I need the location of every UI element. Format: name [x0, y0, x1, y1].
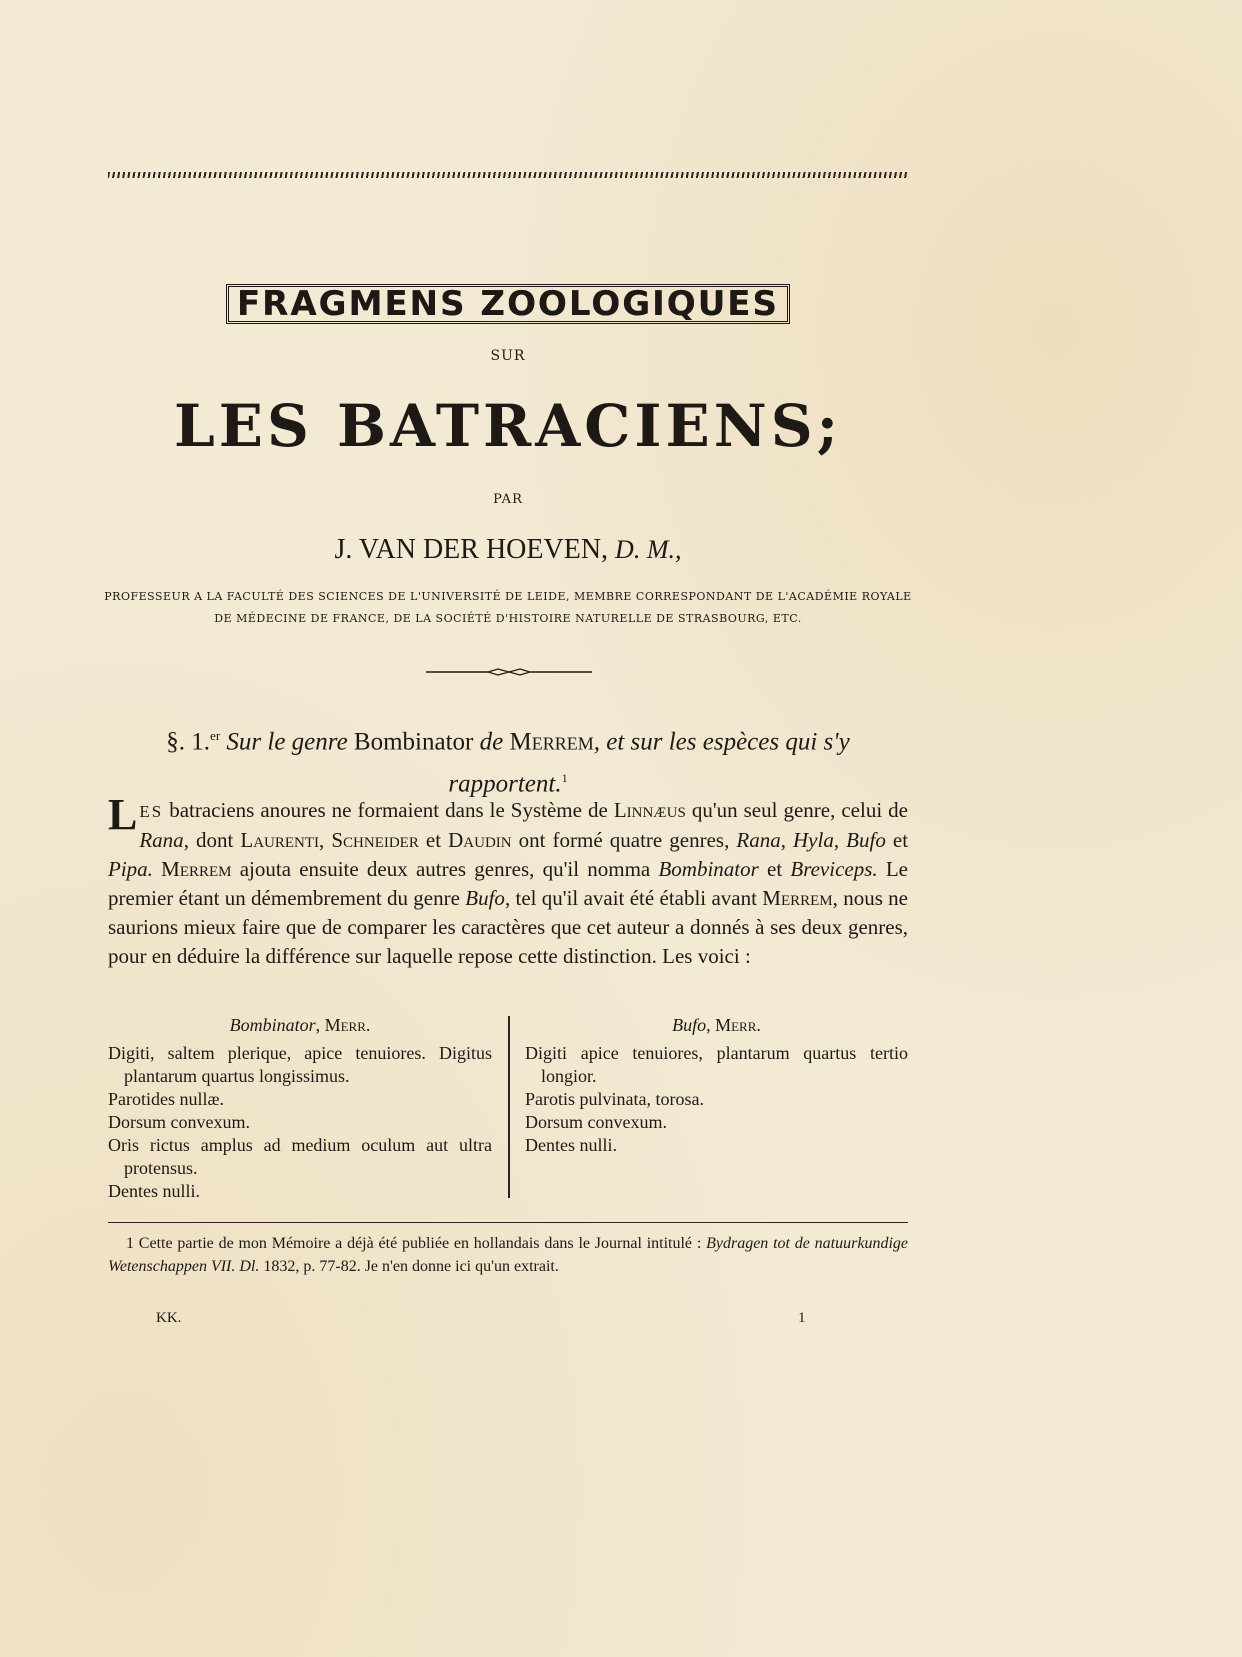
intro-text: batraciens anoures ne formaient dans le Système de: [163, 798, 614, 822]
genus-breviceps: Breviceps.: [790, 857, 878, 881]
name-merrem: Merrem: [762, 886, 833, 910]
name-merrem: Merrem: [161, 857, 232, 881]
name-daudin: Daudin: [448, 828, 512, 852]
drop-cap: L: [108, 790, 138, 839]
intro-text: qu'un seul genre, celui de: [685, 798, 908, 822]
sur-label: SUR: [490, 348, 526, 364]
footnote-rule: [108, 1222, 908, 1223]
intro-text: et: [418, 828, 449, 852]
divider-ornament-icon: [426, 668, 592, 676]
intro-text: ,: [833, 828, 847, 852]
genus-hyla: Hyla: [793, 828, 834, 852]
footnote: [108, 1232, 908, 1278]
comparison-left-column: [108, 1014, 492, 1203]
intro-first-word: ES: [139, 802, 164, 821]
credentials-line-1: PROFESSEUR A LA FACULTÉ DES SCIENCES DE L'UNIVERSITÉ DE LEIDE, MEMBRE CORRESPONDANT DE L'ACADÉMIE ROYALE: [104, 590, 912, 603]
footnote-text: 1832, p. 77-82. Je n'en donne ici qu'un extrait.: [259, 1258, 559, 1275]
intro-paragraph: [108, 790, 909, 971]
overline-title-text: FRAGMENS ZOOLOGIQUES: [226, 284, 790, 324]
section-footnote-ref: 1: [561, 771, 568, 786]
left-author: , Merr.: [315, 1015, 371, 1035]
name-schneider: Schneider: [331, 828, 419, 852]
genus-pipa: Pipa.: [108, 857, 153, 881]
right-line: Dorsum convexum.: [525, 1112, 667, 1132]
intro-text: ,: [780, 828, 794, 852]
section-number: §. 1.: [166, 728, 211, 756]
intro-text: Le premier étant un démembrement du genre: [108, 857, 908, 910]
footnote-text: Cette partie de mon Mémoire a déjà été publiée en hollandais dans le Journal intitulé :: [134, 1235, 707, 1252]
section-heading: [108, 718, 908, 803]
author-credentials: [102, 586, 914, 630]
credentials-line-2: DE MÉDECINE DE FRANCE, DE LA SOCIÉTÉ D'HISTOIRE NATURELLE DE STRASBOURG, ETC.: [214, 612, 802, 625]
left-line: Parotides nullæ.: [108, 1089, 224, 1109]
left-line: Dorsum convexum.: [108, 1112, 250, 1132]
left-genus: Bombinator: [229, 1015, 316, 1035]
genus-bufo: Bufo: [465, 886, 505, 910]
author-degree: D. M.,: [615, 535, 682, 564]
page-number: 1: [798, 1310, 806, 1326]
right-author: , Merr.: [706, 1015, 761, 1035]
genus-rana: Rana: [736, 828, 781, 852]
signature-mark: KK.: [156, 1310, 182, 1326]
column-divider: [508, 1016, 510, 1198]
comparison-table: [108, 1014, 908, 1201]
section-de: de: [479, 728, 504, 756]
section-sur-le-genre: Sur le genre: [226, 728, 348, 756]
right-line: Parotis pulvinata, torosa.: [525, 1089, 704, 1109]
left-line: Oris rictus amplus ad medium oculum aut ultra protensus.: [108, 1135, 492, 1178]
right-line: Digiti apice tenuiores, plantarum quartus tertio longior.: [525, 1043, 908, 1086]
intro-text: et: [758, 857, 791, 881]
footnote-mark: 1: [126, 1235, 134, 1252]
intro-text: , tel qu'il avait été établi avant: [504, 886, 763, 910]
intro-text: ont formé quatre genres,: [511, 828, 737, 852]
intro-text: ajouta ensuite deux autres genres, qu'il nomma: [231, 857, 659, 881]
section-rest-2: rapportent.: [448, 770, 562, 798]
intro-text: , dont: [183, 828, 241, 852]
section-heading-line-1: [108, 718, 908, 760]
left-line: Dentes nulli.: [108, 1181, 200, 1201]
section-number-sup: er: [210, 728, 221, 743]
genus-bufo: Bufo: [846, 828, 886, 852]
intro-text: ,: [319, 828, 332, 852]
section-author: Merrem: [509, 728, 594, 756]
name-linnaeus: Linnæus: [613, 798, 686, 822]
footnote-journal: Bydragen tot de natuurkundige Wetenschappen VII. Dl.: [108, 1235, 909, 1275]
ornamental-rule: [108, 172, 908, 178]
genus-rana: Rana: [139, 828, 184, 852]
intro-text: [153, 857, 161, 881]
right-genus: Bufo: [672, 1015, 707, 1035]
genus-bombinator: Bombinator: [658, 857, 759, 881]
overline-title: [108, 284, 908, 324]
main-title: LES BATRACIENS;: [173, 392, 843, 460]
author-line: [108, 534, 908, 566]
right-line: Dentes nulli.: [525, 1135, 617, 1155]
comparison-right-column: [525, 1014, 908, 1157]
intro-text: et: [885, 828, 909, 852]
comparison-right-heading: [525, 1014, 908, 1037]
par-label: PAR: [493, 492, 523, 507]
section-rest-1: , et sur les espèces qui s'y: [593, 728, 850, 756]
intro-text: , nous ne saurions mieux faire que de comparer les caractères que cet auteur a donnés à ses deux genres, pour en déduire la différence sur laquelle repose cette distinction. Les voici :: [108, 886, 909, 968]
author-name: J. VAN DER HOEVEN,: [334, 534, 609, 565]
left-line: Digiti, saltem plerique, apice tenuiores. Digitus plantarum quartus longissimus.: [108, 1043, 492, 1086]
comparison-left-heading: [108, 1014, 492, 1037]
section-genus: Bombinator: [353, 728, 474, 756]
name-laurenti: Laurenti: [240, 828, 320, 852]
